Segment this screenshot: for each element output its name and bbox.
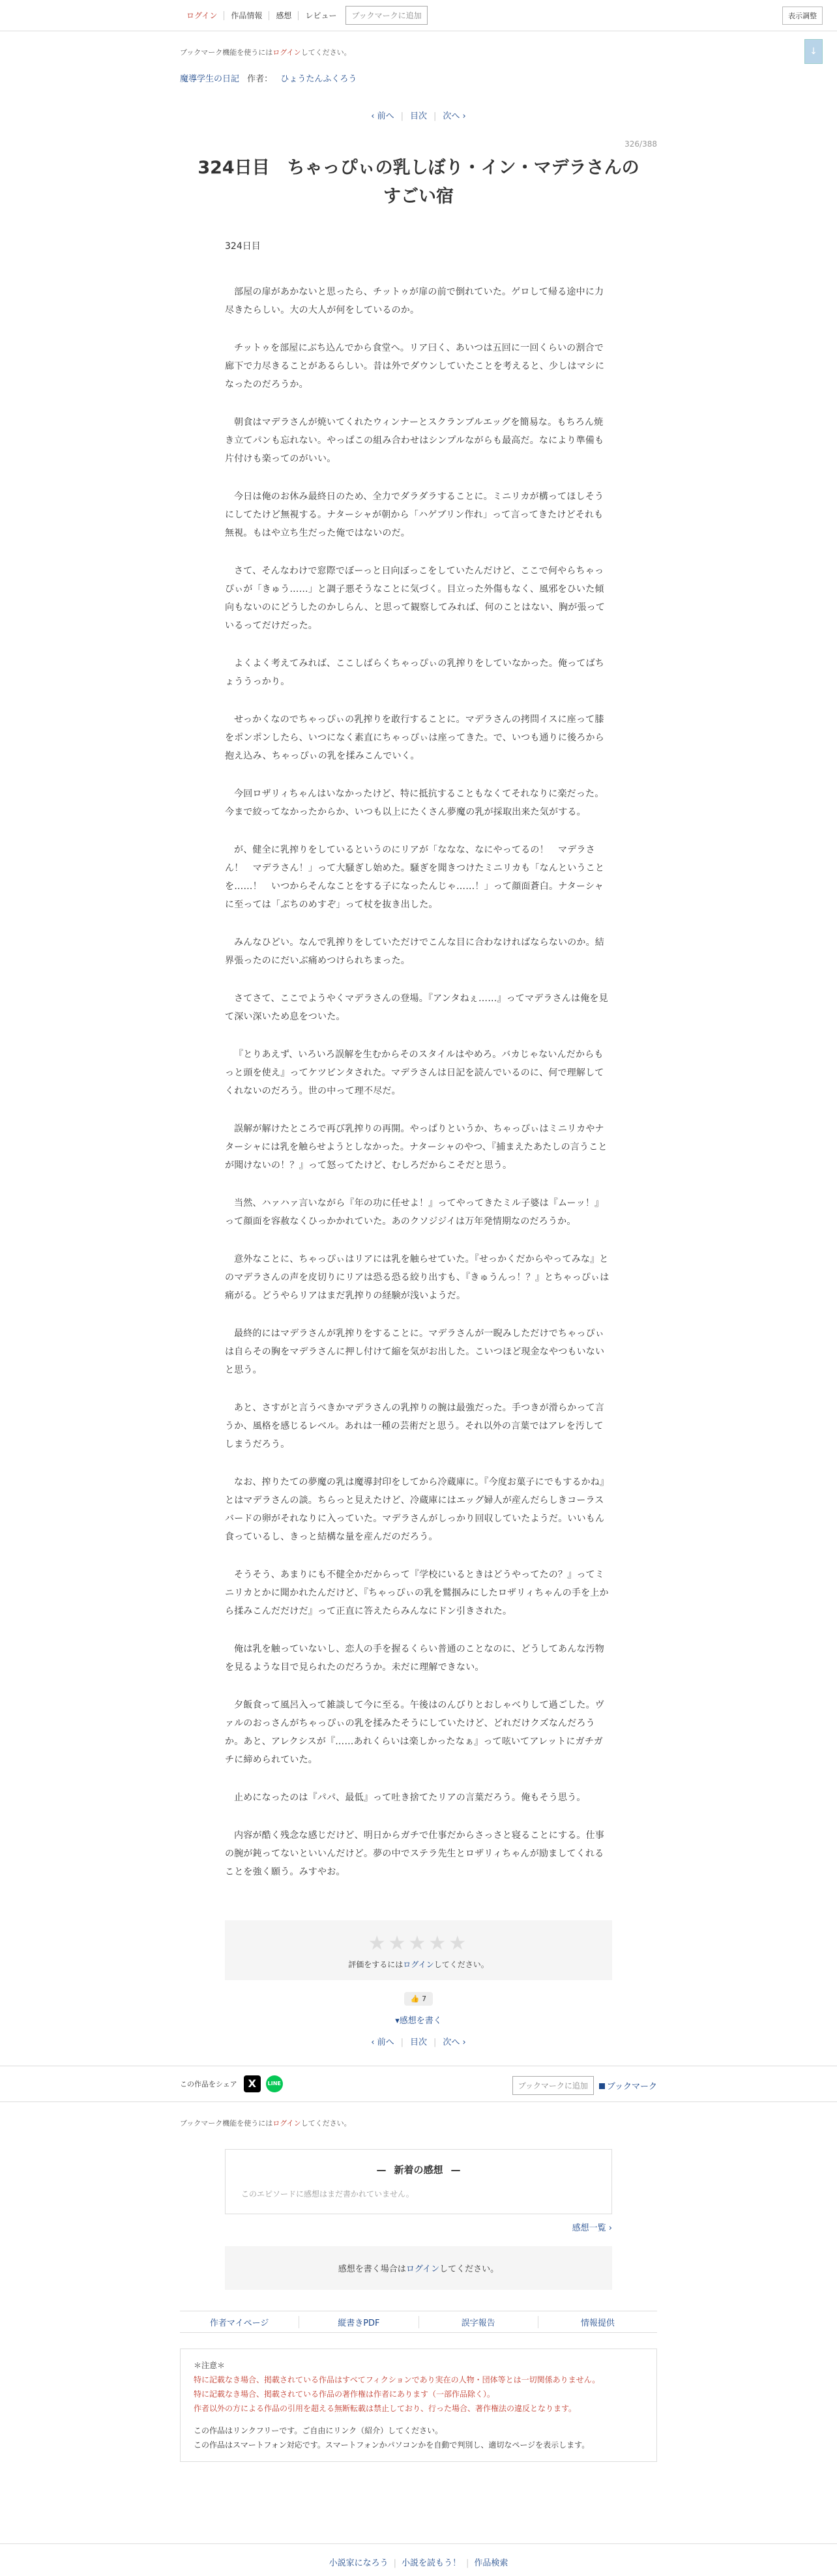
toc-link[interactable]: 目次 bbox=[409, 2038, 427, 2047]
body-paragraph: せっかくなのでちゃっぴぃの乳搾りを敢行することに。マデラさんの拷問イスに座って膝をポンポンしたら、いつになく素直にちゃっぴぃは座ってきた。で、いつも通りに後ろから抱え込み、ちゃっぴぃの乳を揉みこんでいく。 bbox=[225, 714, 604, 761]
display-settings-button[interactable]: 表示調整 bbox=[782, 7, 823, 25]
line-share-icon[interactable]: LINE bbox=[266, 2075, 283, 2092]
author-label: 作者： bbox=[247, 74, 273, 84]
caution-red-line: 特に記載なき場合、掲載されている作品はすべてフィクションであり実在の人物・団体等とは一切関係ありません。 bbox=[194, 2375, 600, 2384]
impressions-all-link[interactable]: 感想一覧 › bbox=[572, 2223, 612, 2233]
pager-top: ‹ 前へ | 目次 | 次へ › bbox=[371, 111, 466, 121]
bookmark-notice: ブックマーク機能を使うにはログインしてください。 bbox=[180, 48, 351, 57]
write-impression-link[interactable]: ▾感想を書く bbox=[395, 2016, 442, 2026]
x-share-icon[interactable]: X bbox=[244, 2075, 261, 2092]
impressions-empty: このエピソードに感想はまだ書かれていません。 bbox=[241, 2189, 414, 2199]
body-paragraph: さて、そんなわけで窓際でぼーっと日向ぼっこをしていたんだけど、ここで何やらちゃっぴぃが「きゅう……」と調子悪そうなことに気づく。目立った外傷もなく、風邪をひいた傾向もないのにどうしたのかしらん、と思って観察してみれば、何のことはない、胸が張っているってだけだった。 bbox=[225, 566, 606, 631]
body-paragraph: 誤解が解けたところで再び乳搾りの再開。やっぱりというか、ちゃっぴぃはミニリカやナターシャには乳を触らせようとしなかった。ナターシャのやつ、『捕まえたあたしの言うことが聞けないの！？』って怒ってたけど、むしろだからこそだと思う。 bbox=[225, 1124, 608, 1171]
review-link[interactable]: レビュー bbox=[305, 10, 337, 20]
body-paragraph: 朝食はマデラさんが焼いてくれたウィンナーとスクランブルエッグを簡易な。もちろん焼き立てパンも忘れない。やっぱこの組み合わせはシンプルながらも最高だ。なにより準備も片付けも楽ってのがいい。 bbox=[225, 417, 604, 464]
caution-red-line: 特に記載なき場合、掲載されている作品の著作権は作者にあります（一部作品除く）。 bbox=[194, 2390, 495, 2399]
bookmark-notice-bottom: ブックマーク機能を使うにはログインしてください。 bbox=[180, 2119, 351, 2128]
episode-title: 324日目 ちゃっぴぃの乳しぼり・イン・マデラさんのすごい宿 bbox=[198, 158, 639, 207]
body-paragraph: 意外なことに、ちゃっぴぃはリアには乳を触らせていた。『せっかくだからやってみな』とのマデラさんの声を皮切りにリアは恐る恐る絞り出すも、『きゅうんっ！？』とちゃっぴぃは痛がる。どうやらリアはまだ乳搾りの経験が浅いようだ。 bbox=[225, 1254, 609, 1301]
rating-box bbox=[225, 1920, 612, 1980]
body-paragraph: そうそう、あまりにも不健全かだからって『学校にいるときはどうやってたの？』ってミニリカとかに聞かれたんだけど、『ちゃっぴぃの乳を鷲掴みにしたロザリィちゃんの手を上から揉みこんだだけだ』って正直に答えたらみんなにドン引きされた。 bbox=[225, 1570, 609, 1617]
body-paragraph: さてさて、ここでようやくマデラさんの登場。『アンタねぇ……』ってマデラさんは俺を見て深い深いため息をついた。 bbox=[225, 993, 608, 1022]
rating-stars-icon[interactable]: ★★★★★ bbox=[368, 1932, 469, 1955]
login-link[interactable]: ログイン bbox=[180, 11, 224, 20]
body-paragraph: 部屋の扉があかないと思ったら、チットゥが扉の前で倒れていた。ゲロして帰る途中に力尽きたらしい。大の大人が何をしているのか。 bbox=[225, 287, 604, 315]
next-link[interactable]: 次へ › bbox=[443, 2038, 466, 2047]
footer-nav bbox=[180, 2311, 657, 2333]
author-link[interactable]: ひょうたんふくろう bbox=[280, 74, 357, 84]
body-paragraph: なお、搾りたての夢魔の乳は魔導封印をしてから冷蔵庫に。『今度お菓子にでもするかね』とはマデラさんの談。ちらっと見えたけど、冷蔵庫にはエッグ婦人が産んだらしきコーラスバードの卵がそれなりに入っていた。マデラさんがしっかり回収していたようだ。いいもん食っているし、きっと結構な量を産んだのだろう。 bbox=[225, 1477, 609, 1542]
rating-note: 評価をするにはログインしてください。 bbox=[348, 1960, 489, 1969]
series-title-link[interactable]: 魔導学生の日記 bbox=[180, 74, 240, 84]
body-paragraph: 内容が酷く残念な感じだけど、明日からガチで仕事だからさっさと寝ることにする。仕事の腕が鈍ってないといいんだけど。夢の中でステラ先生とロザリィちゃんが励ましてくれることを強く願う。みすやお。 bbox=[225, 1830, 604, 1877]
share-bar bbox=[0, 2066, 837, 2102]
body-paragraph: チットゥを部屋にぶち込んでから食堂へ。リア曰く、あいつは五回に一回くらいの割合で廊下で力尽きることがあるらしい。昔は外でダウンしていたことを考えると、少しはマシになったのだろうか。 bbox=[225, 343, 605, 390]
notice-login-link[interactable]: ログイン bbox=[272, 48, 301, 57]
write-impression-box: 感想を書く場合はログインしてください。 bbox=[225, 2246, 612, 2290]
body-paragraph: 止めになったのは『パパ、最低』って吐き捨てたリアの言葉だろう。俺もそう思う。 bbox=[234, 1793, 586, 1803]
bookmark-icon bbox=[599, 2083, 605, 2089]
add-bookmark-button[interactable]: ブックマークに追加 bbox=[345, 6, 427, 25]
body-paragraph: 俺は乳を触っていないし、恋人の手を握るくらい普通のことなのに、どうしてあんな汚物を見るような目で見られたのだろうか。未だに理解できない。 bbox=[225, 1644, 604, 1673]
notice-login-link[interactable]: ログイン bbox=[272, 2119, 301, 2128]
write-login-link[interactable]: ログイン bbox=[405, 2264, 440, 2274]
impressions-title: — 新着の感想 — bbox=[376, 2164, 461, 2176]
bookmark-link[interactable]: ブックマーク bbox=[599, 2079, 657, 2092]
body-paragraph: 『とりあえず、いろいろ誤解を生むからそのスタイルはやめろ。バカじゃないんだからもっと頭を使え』ってケツビンタされた。マデラさんは日記を読んでいるのに、何で理解してくれないのだろう。世の中って理不尽だ。 bbox=[225, 1049, 604, 1096]
scroll-arrow-icon[interactable]: ↓ bbox=[804, 39, 823, 64]
author-mypage-link[interactable]: 作者マイページ bbox=[180, 2316, 299, 2328]
caution-box bbox=[180, 2349, 657, 2462]
rating-login-link[interactable]: ログイン bbox=[403, 1960, 434, 1969]
thumbs-up-icon: 👍 bbox=[410, 1995, 420, 2003]
prev-link[interactable]: ‹ 前へ bbox=[371, 111, 394, 121]
prev-link[interactable]: ‹ 前へ bbox=[371, 2038, 394, 2047]
body-paragraph: 夕飯食って風呂入って雑談して今に至る。午後はのんびりとおしゃべりして過ごした。ヴァルのおっさんがちゃっぴぃの乳を揉みたそうにしていたけど、どれだけクズなんだろうか。あと、アレクシスが『……あれくらいは楽しかったなぁ』って呟いてアレットにガチガチに締められていた。 bbox=[225, 1700, 604, 1765]
add-bookmark-button[interactable]: ブックマークに追加 bbox=[512, 2076, 594, 2095]
toc-link[interactable]: 目次 bbox=[409, 111, 427, 121]
like-button[interactable] bbox=[404, 1992, 433, 2006]
caution-line: この作品はスマートフォン対応です。スマートフォンかパソコンかを自動で判別し、適切なページを表示します。 bbox=[194, 2440, 590, 2450]
site-header bbox=[0, 0, 837, 31]
search-link[interactable]: 作品検索 bbox=[474, 2558, 508, 2568]
typo-report-link[interactable]: 誤字報告 bbox=[419, 2316, 538, 2328]
body-paragraph: あと、さすがと言うべきかマデラさんの乳搾りの腕は最強だった。手つきが滑らかって言うか、風格を感じるレベル。あれは一種の芸術だと思う。それ以外の言葉ではアレを汚してしまうだろう。 bbox=[225, 1403, 604, 1450]
share-label: この作品をシェア bbox=[180, 2080, 237, 2088]
page-number: 326/388 bbox=[624, 139, 657, 149]
episode-subhead: 324日目 bbox=[225, 241, 261, 252]
body-paragraph: よくよく考えてみれば、ここしばらくちゃっぴぃの乳搾りをしていなかった。俺ってばちょううっかり。 bbox=[225, 658, 604, 687]
pager-bottom: ‹ 前へ | 目次 | 次へ › bbox=[371, 2038, 466, 2047]
body-paragraph: 今回ロザリィちゃんはいなかったけど、特に抵抗することもなくてそれなりに楽だった。今まで絞ってなかったからか、いつも以上にたくさん夢魔の乳が採取出来た気がする。 bbox=[225, 789, 604, 817]
episode-body bbox=[225, 237, 612, 1881]
body-paragraph: が、健全に乳搾りをしているというのにリアが「ななな、なにやってるの！ マデラさん！ マデラさん！」って大騒ぎし始めた。騒ぎを聞きつけたミニリカも「なんということを……！ いつからそんなことをする子になったんじゃ……！」って顔面蒼白。ナターシャに至っては「ぶちのめすぞ」って杖を抜き出した。 bbox=[225, 845, 605, 910]
body-paragraph: 今日は俺のお休み最終日のため、全力でダラダラすることに。ミニリカが構ってほしそうにしてたけど無視する。ナターシャが朝から「ハゲブリン作れ」って言ってきたけどそれも無視。もはや立ち生だった俺ではないのだ。 bbox=[225, 491, 604, 538]
work-info-link[interactable]: 作品情報 bbox=[224, 11, 269, 20]
info-report-link[interactable]: 情報提供 bbox=[580, 2318, 615, 2328]
bottom-links: 小説家になろう | 小説を読もう！ | 作品検索 bbox=[0, 2543, 837, 2568]
yomou-link[interactable]: 小説を読もう！ bbox=[401, 2558, 461, 2568]
narou-link[interactable]: 小説家になろう bbox=[329, 2558, 389, 2568]
vertical-pdf-link[interactable]: 縦書きPDF bbox=[299, 2316, 419, 2328]
caution-red-line: 作者以外の方による作品の引用を超える無断転載は禁止しており、行った場合、著作権法の違反となります。 bbox=[194, 2404, 577, 2413]
next-link[interactable]: 次へ › bbox=[443, 111, 466, 121]
body-paragraph: 最終的にはマデラさんが乳搾りをすることに。マデラさんが一睨みしただけでちゃっぴぃは自らその胸をマデラさんに押し付けて縮を気がお出した。こいつほど現金なやつもいないと思う。 bbox=[225, 1328, 605, 1375]
body-paragraph: 当然、ハァハァ言いながら『年の功に任せよ！』ってやってきたミル子婆は『ムーッ！』って顔面を容赦なくひっかかれていた。あのクソジジイは万年発情期なのだろうか。 bbox=[225, 1198, 604, 1227]
caution-head: ＊注意＊ bbox=[194, 2361, 226, 2370]
body-paragraph: みんなひどい。なんで乳搾りをしていただけでこんな目に合わなければならないのか。結界張ったのにだいぶ痛めつけられちまった。 bbox=[225, 937, 604, 966]
like-count: 7 bbox=[422, 1995, 427, 2003]
series-info bbox=[180, 72, 657, 84]
impressions-link[interactable]: 感想 bbox=[269, 11, 299, 20]
main-content bbox=[180, 47, 657, 2047]
new-impressions-box bbox=[225, 2149, 612, 2214]
caution-line: この作品はリンクフリーです。ご自由にリンク（紹介）してください。 bbox=[194, 2426, 443, 2435]
